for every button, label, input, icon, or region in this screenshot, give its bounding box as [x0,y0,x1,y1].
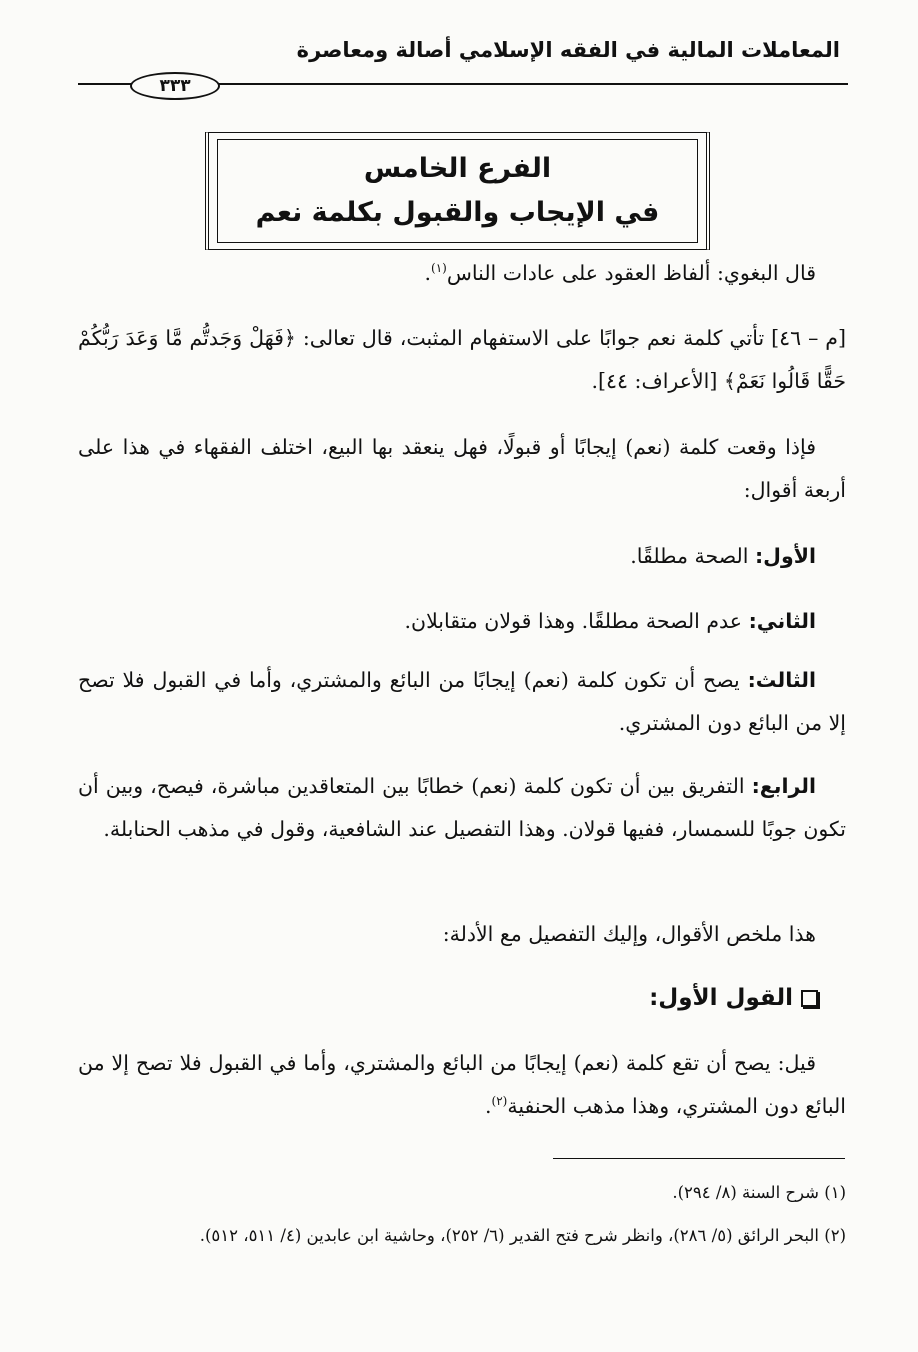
section-heading [649,985,818,1011]
square-bullet-icon [801,990,818,1007]
opinion-fourth-label: الرابع: [751,774,816,798]
paragraph-hanafi-text: قيل: يصح أن تقع كلمة (نعم) إيجابًا من البائع والمشتري، وأما في القبول فلا تصح إلا من البائع دون المشتري، وهذا مذهب الحنفية [78,1051,846,1118]
running-header-title: المعاملات المالية في الفقه الإسلامي أصالة ومعاصرة [296,38,840,62]
paragraph-baghawi-end: . [424,261,432,285]
section-title-line1: الفرع الخامس [363,153,552,184]
paragraph-baghawi-text: قال البغوي: ألفاظ العقود على عادات الناس [446,261,816,285]
summary-paragraph: هذا ملخص الأقوال، وإليك التفصيل مع الأدلة: [442,922,816,946]
opinion-third-label: الثالث: [747,668,816,692]
section-heading-text: القول الأول: [649,985,793,1011]
footnote-2: (٢) البحر الرائق (٥/ ٢٨٦)، وانظر شرح فتح القدير (٦/ ٢٥٢)، وحاشية ابن عابدين (٤/ ٥١١، ٥١٢). [199,1226,846,1245]
paragraph-hanafi-end: . [484,1094,492,1118]
opinion-first [78,535,846,578]
footnote-rule [553,1158,845,1159]
section-title-box [205,132,710,250]
opinion-third [78,659,846,745]
footnote-ref-2: (٢) [491,1094,508,1109]
opinion-fourth [78,765,846,851]
opinion-second-text: عدم الصحة مطلقًا. وهذا قولان متقابلان. [404,609,743,633]
section-title-line2: في الإيجاب والقبول بكلمة نعم [255,197,660,228]
opinion-second [78,600,846,643]
opinion-first-label: الأول: [754,544,816,568]
opinion-first-text: الصحة مطلقًا. [630,544,749,568]
section-title-frame [217,139,698,243]
paragraph-baghawi [78,252,846,295]
page-number-badge [130,72,220,100]
footnote-1: (١) شرح السنة (٨/ ٢٩٤). [672,1183,846,1202]
footnote-ref-1: (١) [431,261,447,276]
page-number: ٣٣٣ [159,76,191,96]
paragraph-hanafi [78,1042,846,1128]
opinion-third-text: يصح أن تكون كلمة (نعم) إيجابًا من البائع والمشتري، وأما في القبول فلا تصح إلا من البائع دون المشتري. [78,668,846,735]
opinion-fourth-text: التفريق بين أن تكون كلمة (نعم) خطابًا بين المتعاقدين مباشرة، فيصح، وبين أن تكون جوبًا للسمسار، ففيها قولان. وهذا التفصيل عند الشافعية، وقول في مذهب الحنابلة. [78,774,846,841]
paragraph-verse: [م – ٤٦] تأتي كلمة نعم جوابًا على الاستفهام المثبت، قال تعالى: ﴿فَهَلْ وَجَدتُّم مَّا وَعَدَ رَبُّكُمْ حَقًّا قَالُوا نَعَمْ﴾ [الأعراف: ٤٤]. [78,326,846,393]
paragraph-question: فإذا وقعت كلمة (نعم) إيجابًا أو قبولًا، فهل ينعقد بها البيع، اختلف الفقهاء في هذا على أربعة أقوال: [78,435,846,502]
opinion-second-label: الثاني: [748,609,816,633]
